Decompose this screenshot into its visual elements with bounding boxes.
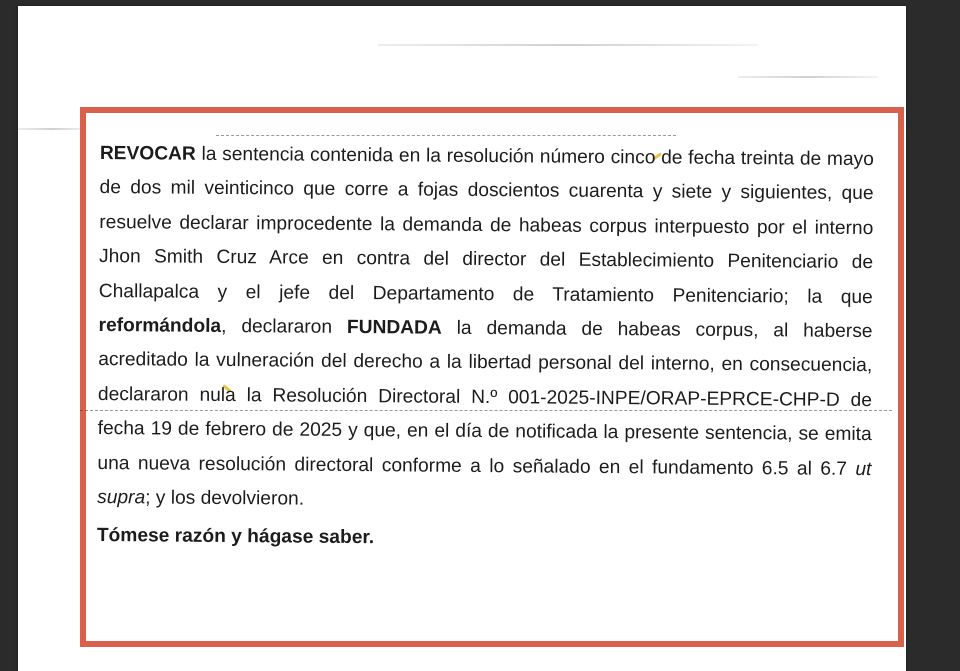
bleed-through-line <box>738 76 878 78</box>
document-page <box>18 6 906 671</box>
resolution-text-part-3: la demanda de habeas corpus, al haberse acreditado la vulneración del derecho a la libertad personal del interno, en consecuencia, declararon nula la Resolución Directoral N.º 001-2025-INPE/ORAP-EPRCE-CHP-D de fecha 19 de febrero de 2025 y que, en el día de notificada la presente sentencia, se emita una nueva resolución directoral conforme a lo señalado en el fundamento 6.5 al 6.7 <box>97 317 873 480</box>
resolution-text-part-2: , declararon <box>221 315 348 338</box>
revocar-keyword: REVOCAR <box>99 142 196 165</box>
resolution-text <box>97 137 874 560</box>
reformandola-keyword: reformándola <box>98 315 222 337</box>
resolution-text-part-1: la sentencia contenida en la resolución número cinco de fecha treinta de mayo de dos mil veinticinco que corre a fojas doscientos cuarenta y siete y siguientes, que resuelve declarar improcedente la demanda de habeas corpus interpuesto por el interno Jhon Smith Cruz Arce en contra del director del Establecimiento Penitenciario de Challapalca y el jefe del Departamento de Tratamiento Penitenciario; la que <box>98 143 874 308</box>
closing-statement: Tómese razón y hágase saber. <box>96 525 375 549</box>
bleed-through-line <box>378 44 758 46</box>
ut-supra-phrase: ut supra <box>97 458 872 509</box>
fundada-keyword: FUNDADA <box>346 316 442 339</box>
scan-ruling-line <box>216 135 676 136</box>
resolution-text-part-4: ; y los devolvieron. <box>145 487 305 510</box>
highlight-box <box>80 107 904 647</box>
bleed-through-line <box>18 128 88 130</box>
